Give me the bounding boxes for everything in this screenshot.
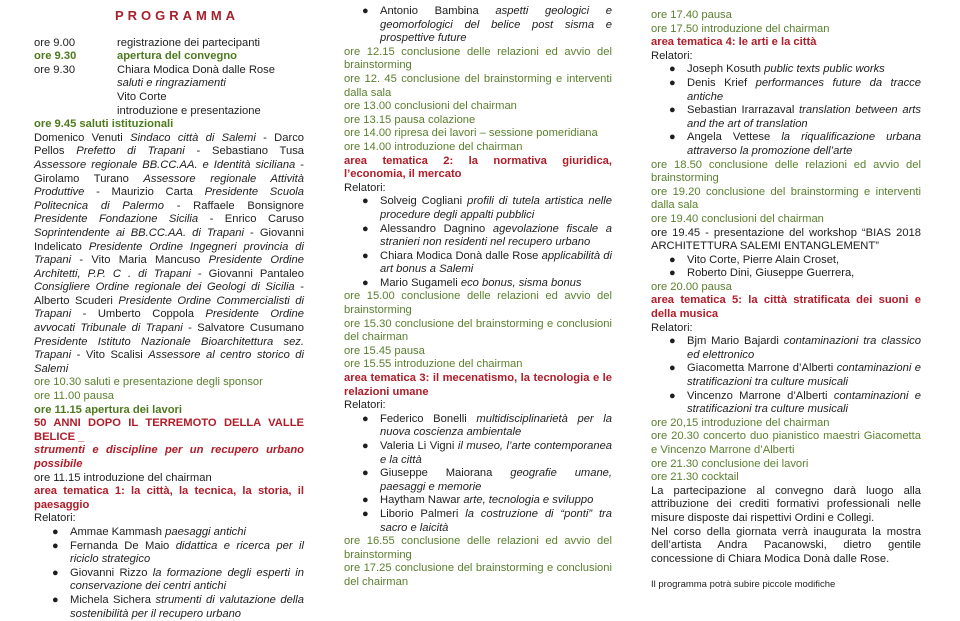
schedule-lines [651,159,921,227]
schedule-desc: registrazione dei partecipanti [117,36,261,49]
speaker-item [344,440,612,467]
speaker-topic: strumenti di valutazione della sostenibilità per il recupero urbano [70,593,304,620]
official-name: Sebastiano Tusa [212,145,305,158]
schedule-line: ore 20.00 pausa [651,280,732,293]
schedule-line: ore 21.30 conclusione dei lavori [651,457,809,470]
schedule-line: ore 12. 45 conclusione del brainstorming e interventi dalla sala [344,72,612,99]
speaker-topic: multidisciplinarietà per la nuova coscienza ambientale [380,412,612,439]
official-name: Salvatore Cusumano [197,322,304,335]
official-name: Giovanni Pantaleo [208,267,304,280]
area-title-4: area tematica 4: le arti e la città [651,36,817,49]
speaker-item [344,277,612,291]
bullet-icon: ● [669,253,676,266]
official-name: Umberto Coppola [97,308,194,321]
schedule-line: ore 17.50 introduzione del chairman [651,22,830,35]
exhibition-paragraph: Nel corso della giornata verrà inaugurata la mostra dell’artista Andra Pacanowski, dietro gentile concessione di Chiara Modica Donà dalle Rose. [651,525,921,565]
official-role: Assessore al centro storico di Salemi [34,349,305,375]
speaker-item [651,362,921,389]
area-title-5: area tematica 5: la città stratificata dei suoni e della musica [651,294,921,321]
schedule-line: ore 17.25 conclusione del brainstorming e conclusioni del chairman [344,562,612,588]
schedule-line: ore 20,15 introduzione del chairman [651,416,830,429]
schedule-lines [651,9,921,36]
schedule-line: ore 14.00 introduzione del chairman [344,140,523,153]
speaker-name: Sebastian Irarrazaval [687,104,795,117]
speaker-topic: contaminazioni e stratificazioni tra culture musicali [687,362,921,389]
schedule-time: ore 9.30 [34,63,76,76]
bullet-icon: ● [52,539,59,552]
official-role: Presidente Ordine Commercialisti di Trapani [34,294,304,321]
list-item-text: Roberto Dini, Giuseppe Guerrera, [687,267,855,280]
headline: 50 ANNI DOPO IL TERREMOTO DELLA VALLE BELICE _ [34,417,304,443]
bullet-icon: ● [669,104,676,117]
area-title-3: area tematica 3: il mecenatismo, la tecnologia e le relazioni umane [344,372,612,398]
official-name: Domenico Venuti [34,131,123,144]
bullet-icon: ● [362,494,369,507]
speaker-name: Chiara Modica Donà dalle Rose [380,249,539,262]
speaker-item [344,195,612,222]
official-name: Darco Pellos [34,131,305,158]
relatori-label: Relatori: [344,181,386,194]
bullet-icon: ● [669,131,676,144]
schedule-line: ore 11.15 introduzione del chairman [34,471,212,484]
schedule-line: ore 17.40 pausa [651,9,732,21]
speaker-item [344,494,612,508]
speaker-topic: la formazione degli esperti in conservazione dei centri antichi [70,566,305,593]
bullet-icon: ● [52,525,59,538]
bullet-icon: ● [52,593,59,606]
saluti-header: ore 9.45 saluti istituzionali [34,118,174,131]
schedule-row [34,50,304,64]
schedule-line: ore 19.40 conclusioni del chairman [651,212,824,225]
speaker-topic: eco bonus, sisma bonus [460,276,582,289]
workshop-line: ore 19.45 - presentazione del workshop “BIAS 2018 ARCHITETTURA SALEMI ENTANGLEMENT” [651,226,921,253]
schedule-desc: apertura del convegno [117,50,237,63]
column-3 [651,9,921,592]
speaker-item [34,594,304,621]
speaker-item [344,223,612,250]
credits-paragraph: La partecipazione al convegno darà luogo alla attribuzione dei crediti formativi professionali nelle misure disposte dai rispettivi Ordini e Collegi. [651,484,921,524]
speaker-list [651,63,921,158]
schedule-line: ore 21.30 cocktail [651,471,739,484]
schedule-line: ore 13.15 pausa colazione [344,113,476,126]
schedule-line: ore 15.30 conclusione del brainstorming e conclusioni del chairman [344,317,612,344]
speaker-item [651,104,921,131]
bullet-icon: ● [362,467,369,480]
speaker-name: Angela Vettese [687,131,771,144]
schedule-row [34,37,304,51]
speaker-topic: paesaggi antichi [165,525,246,538]
bullet-icon: ● [669,335,676,348]
official-name: Alberto Scuderi [34,294,113,307]
bullet-icon: ● [669,63,676,76]
speaker-item [651,131,921,158]
speaker-topic: contaminazioni e stratificazioni tra culture musicali [687,389,921,416]
workshop-people [651,254,921,281]
speaker-list [344,195,612,290]
area-title-2: area tematica 2: la normativa giuridica, l’economia, il mercato [344,154,612,181]
bullet-icon: ● [362,507,369,520]
bullet-icon: ● [669,76,676,89]
speaker-role: saluti e ringraziamenti [117,77,226,90]
relatori-label: Relatori: [34,512,76,525]
speaker-name: Michela Sichera [70,593,151,606]
speaker-topic: profili di tutela artistica nelle procedure degli appalti pubblici [380,195,612,221]
speaker-item [34,567,304,594]
speaker-name: Giovanni Rizzo [70,566,148,579]
speaker-topic: la costruzione di “ponti” tra sacro e laicità [380,507,613,534]
official-name: Vito Scalisi [85,349,143,362]
schedule-time: ore 9.30 [34,50,77,63]
speaker-name: Antonio Bambina [380,5,479,17]
schedule-line: ore 14.00 ripresa dei lavori – sessione pomeridiana [344,127,598,140]
schedule-line: ore 11.00 pausa [34,390,115,403]
schedule-lines [344,535,612,589]
speaker-item [34,526,304,540]
speaker-topic: didattica e ricerca per il riciclo strategico [70,539,304,566]
speaker-name: Chiara Modica Donà dalle Rose [117,63,275,76]
list-item [651,267,921,281]
speaker-topic: arte, tecnologia e sviluppo [463,494,594,507]
official-role: Presidente Scuola Politecnica di Palermo [34,186,304,212]
list-item-text: Vito Corte, Pierre Alain Croset, [687,253,840,266]
list-item [651,254,921,268]
speaker-topic: agevolazione fiscale a stranieri non residenti nel recupero urbano [380,222,612,249]
speaker-item [651,390,921,417]
speaker-name: Denis Krief [687,76,748,89]
speaker-name: Joseph Kosuth [687,63,762,76]
relatori-label: Relatori: [344,399,386,412]
column-2 [344,5,612,590]
speaker-name: Liborio Palmeri [380,507,459,520]
speaker-topic: public texts public works [764,63,885,76]
speaker-topic: performances future da tracce antiche [687,76,922,103]
speaker-name: Ammae Kammash [70,525,163,538]
speaker-list [344,413,612,535]
official-role: Consigliere Ordine regionale dei Geologi di Sicilia [34,281,295,294]
schedule-lines [344,290,612,372]
schedule-line: ore 20.30 concerto duo pianistico maestri Giacometta e Vincenzo Marrone d’Alberti [651,430,921,456]
schedule-line: ore 10.30 saluti e presentazione degli sponsor [34,376,263,389]
schedule-lines [344,46,612,155]
speaker-name: Alessandro Dagnino [380,222,486,235]
schedule-row [34,64,304,118]
official-name: Maurizio Carta [111,186,193,199]
speaker-name: Solveig Cogliani [380,195,463,208]
speaker-name: Federico Bonelli [380,412,467,425]
official-name: Enrico Caruso [224,213,305,226]
disclaimer-note: Il programma potrà subire piccole modifiche [651,579,836,591]
area-title-1: area tematica 1: la città, la tecnica, la storia, il paesaggio [34,485,304,511]
speaker-item [344,5,612,46]
speaker-name: Giuseppe Maiorana [380,467,493,480]
schedule-line: ore 13.00 conclusioni del chairman [344,100,517,113]
bullet-icon: ● [362,195,369,208]
bullet-icon: ● [362,222,369,235]
speaker-topic: geografie umane, paesaggi e memorie [380,467,613,493]
speaker-role: introduzione e presentazione [117,104,261,117]
official-name: Girolamo Turano [34,172,129,185]
official-role: Presidente Ordine Ingegneri provincia di Trapani [34,240,304,267]
speaker-item [344,508,612,535]
schedule-line: ore 15.00 conclusione delle relazioni ed avvio del brainstorming [344,290,612,317]
speaker-name: Vito Corte [117,90,167,103]
official-name: Giovanni Indelicato [34,226,304,253]
speaker-name: Mario Sugameli [380,276,458,289]
page-title: PROGRAMMA [114,8,240,23]
speaker-name: Valeria Li Vigni [380,440,455,452]
official-role: Presidente Istituto Nazionale Bioarchitettura sez. Trapani [34,335,304,362]
schedule-line: ore 16.55 conclusione delle relazioni ed avvio del brainstorming [344,535,612,561]
official-role: Assessore regionale BB.CC.AA. e Identità siciliana [34,158,296,171]
official-name: Vito Maria Mancuso [91,254,201,267]
speaker-item [344,467,612,494]
bullet-icon: ● [52,566,59,579]
speaker-list [651,335,921,417]
speaker-item [344,250,612,277]
bullet-icon: ● [362,276,369,289]
official-role: Sindaco città di Salemi [130,131,256,144]
speaker-item [651,63,921,77]
official-role: Soprintendente ai BB.CC.AA. di Trapani [34,226,244,239]
saluti-list: Domenico Venuti Sindaco città di Salemi - Darco Pellos Prefetto di Trapani - Sebastiano Tusa Assessore regionale BB.CC.AA. e Identità siciliana - Girolamo Turano Assessore regionale Attività Produttive - Maurizio Carta Presidente Scuola Politecnica di Palermo - Raffaele Bonsignore Presidente Fondazione Sicilia - Enrico Caruso Soprintendente ai BB.CC.AA. di Trapani - Giovanni Indelicato Presidente Ordine Ingegneri provincia di Trapani - Vito Maria Mancuso Presidente Ordine Architetti, P.P. C . di Trapani - Giovanni Pantaleo Consigliere Ordine regionale dei Geologi di Sicilia - Alberto Scuderi Presidente Ordine Commercialisti di Trapani - Umberto Coppola Presidente Ordine avvocati Tribunale di Trapani - Salvatore Cusumano Presidente Istituto Nazionale Bioarchitettura sez. Trapani - Vito Scalisi Assessore al centro storico di Salemi [34,131,305,375]
schedule-line: ore 12.15 conclusione delle relazioni ed avvio del brainstorming [344,45,612,72]
schedule-line: ore 15.45 pausa [344,344,425,357]
bullet-icon: ● [362,412,369,425]
subheadline: strumenti e discipline per un recupero urbano possibile [34,444,304,470]
official-role: Presidente Ordine avvocati Tribunale di Trapani [34,308,304,335]
official-role: Assessore regionale Attività Produttive [34,172,304,199]
relatori-label: Relatori: [651,49,693,62]
speaker-topic: aspetti geologici e geomorfologici del belice post sisma e prospettive future [380,5,612,45]
speaker-list [34,526,304,621]
speaker-topic: contaminazioni tra classico ed elettronico [687,335,921,361]
speaker-name: Vincenzo Marrone d’Alberti [687,389,828,402]
bullet-icon: ● [362,249,369,262]
official-role: Presidente Fondazione Sicilia [34,213,199,226]
bullet-icon: ● [669,362,676,375]
official-role: Presidente Ordine Architetti, P.P. C . di Trapani [34,254,304,280]
speaker-topic: la riqualificazione urbana attraverso la promozione dell’arte [687,131,922,157]
speaker-item [344,413,612,440]
relatori-label: Relatori: [651,321,693,334]
schedule-line: ore 11.15 apertura dei lavori [34,403,182,416]
speaker-item [34,540,304,567]
speaker-name: Giacometta Marrone d’Alberti [687,362,834,375]
column-1 [34,0,304,621]
speaker-name: Bjm Mario Bajardi [687,335,779,348]
bullet-icon: ● [362,440,369,452]
speaker-name: Haytham Nawar [380,494,461,507]
bullet-icon: ● [669,389,676,402]
speaker-item [651,335,921,362]
speaker-topic: il museo, l’arte contemporanea e la città [380,440,613,466]
schedule-line: ore 15.55 introduzione del chairman [344,358,523,371]
schedule-desc [117,64,304,118]
speaker-topic: translation between arts and the art of translation [687,104,922,130]
schedule-time: ore 9.00 [34,36,76,49]
speaker-name: Fernanda De Maio [70,539,170,552]
schedule-lines [651,417,921,485]
speaker-list [344,5,612,46]
bullet-icon: ● [362,5,369,17]
speaker-item [651,77,921,104]
bullet-icon: ● [669,267,676,280]
official-name: Raffaele Bonsignore [193,199,304,212]
speaker-topic: applicabilità di art bonus a Salemi [380,249,612,276]
official-role: Prefetto di Trapani [76,145,185,158]
schedule-line: ore 18.50 conclusione delle relazioni ed avvio del brainstorming [651,158,921,185]
schedule-line: ore 19.20 conclusione del brainstorming e interventi dalla sala [651,185,921,212]
